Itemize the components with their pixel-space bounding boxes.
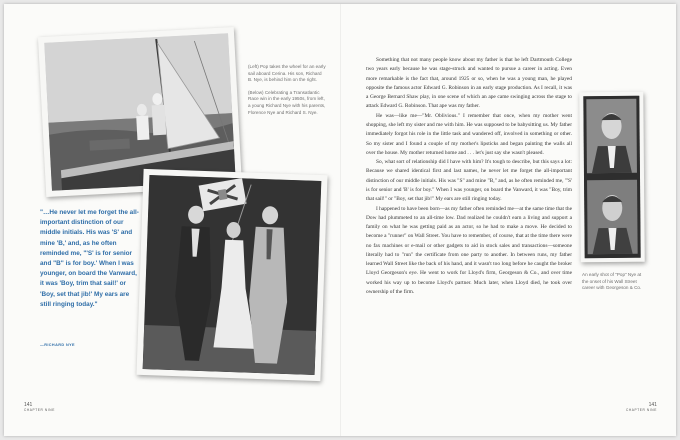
chapter-label-left: CHAPTER NINE: [24, 408, 55, 412]
body-paragraph: I happened to have been born—as my father often reminded me—at the same time that the Dow had plummeted to an all-time low. Dad realized he couldn't earn a living and support a family on what he was getting paid as an actor, so he had to make a move. He decided to become a "runner" on Wall Street. You have to remember, of course, that at the time there were no fax machines or e-mail or other gadgets to aid in stock sales and transactions—someone literally had to "run" the certificate from one party to another. In between runs, my father learned Wall Street like the back of his hand, and it wasn't too long before he caught the broker Lloyd Georgeson's eye. He went to work for Lloyd's firm, Georgeson & Co., and over time worked his way up to become Lloyd's partner. Much later, when Lloyd died, he took over ownership of the firm.: [366, 205, 572, 296]
body-paragraph: Something that not many people know about my father is that he left Dartmouth College two years early because he was stage-struck and wanted to pursue a career in acting. Even more remarkable is the fact that, around 1925 or so, when he was a young man, he played opposite the famous actor Edward G. Robinson in an early stage production. As I recall, it was a George Bernard Shaw play, in one scene of which an ape came swinging across the stage to attack Edward G. Robinson. That ape was my father.: [366, 57, 572, 110]
body-text: [366, 56, 572, 297]
left-photo-captions: [248, 64, 326, 122]
page-number-left: 141: [24, 402, 33, 408]
pull-quote: "…He never let me forget the all-important distinction of our middle initials. His was 'S' and mine 'B,' and, as he often reminded me, "'S' is for senior and "B" is for boy.' When I was younger, on board the Vanward, it was 'Boy, trim that sail!' or 'Boy, set that jib!' My ears are still ringing today.": [40, 209, 139, 308]
book-spread: [4, 4, 676, 436]
folio-right: [626, 402, 657, 412]
folio-left: [24, 402, 55, 412]
three-people-illustration: [143, 175, 322, 375]
page-number-right: 141: [648, 402, 657, 408]
portrait-photo-image: [583, 96, 640, 258]
body-paragraph: He was—like me—"Mr. Oblivious." I remember that once, when my mother went shopping, she left my sister and me with him. He was supposed to be babysitting us. My father immediately forgot his role in the little task and wandered off, involved in something or other. So my sister and I found a couple of my mother's lipsticks and began painting the walls all over the house. My mother returned home and . . . let's just say she wasn't pleased.: [366, 112, 572, 156]
caption-below-photo: (Below) Celebrating a Transatlantic Race win in the early 1950s, from left, a young Richard Nye with his parents, Florence Nye and Richard S. Nye.: [248, 89, 326, 115]
chapter-label-right: CHAPTER NINE: [626, 408, 657, 412]
caption-left-photo: (Left) Pop takes the wheel for an early sail aboard Cerina. His son, Richard B. Nye, is behind him on the right.: [248, 64, 326, 83]
body-paragraph: So, what sort of relationship did I have with him? It's tough to describe, but this says a lot: Because we shared identical first and last names, he never let me forget the all-important distinction of our middle initials. His was "S" and mine "B," and, as he often reminded me, "'S' is for senior and 'B' is for boy." When I was younger, on board the Vanward, it was "Boy, trim that sail!" or "Boy, set that jib!" My ears are still ringing today.: [366, 159, 572, 203]
celebration-photo: [136, 169, 327, 381]
sailboat-illustration: [44, 33, 235, 190]
portrait-illustration: [583, 96, 640, 258]
portrait-caption: An early shot of "Pop" Nye at the onset of his Wall Street career with Georgeson & Co.: [582, 272, 642, 291]
portrait-photo-strip: [579, 92, 644, 263]
celebration-photo-image: [143, 175, 322, 375]
page-gutter: [340, 4, 341, 436]
pull-quote-attribution: —RICHARD NYE: [40, 343, 75, 347]
sailing-photo-image: [44, 33, 235, 190]
